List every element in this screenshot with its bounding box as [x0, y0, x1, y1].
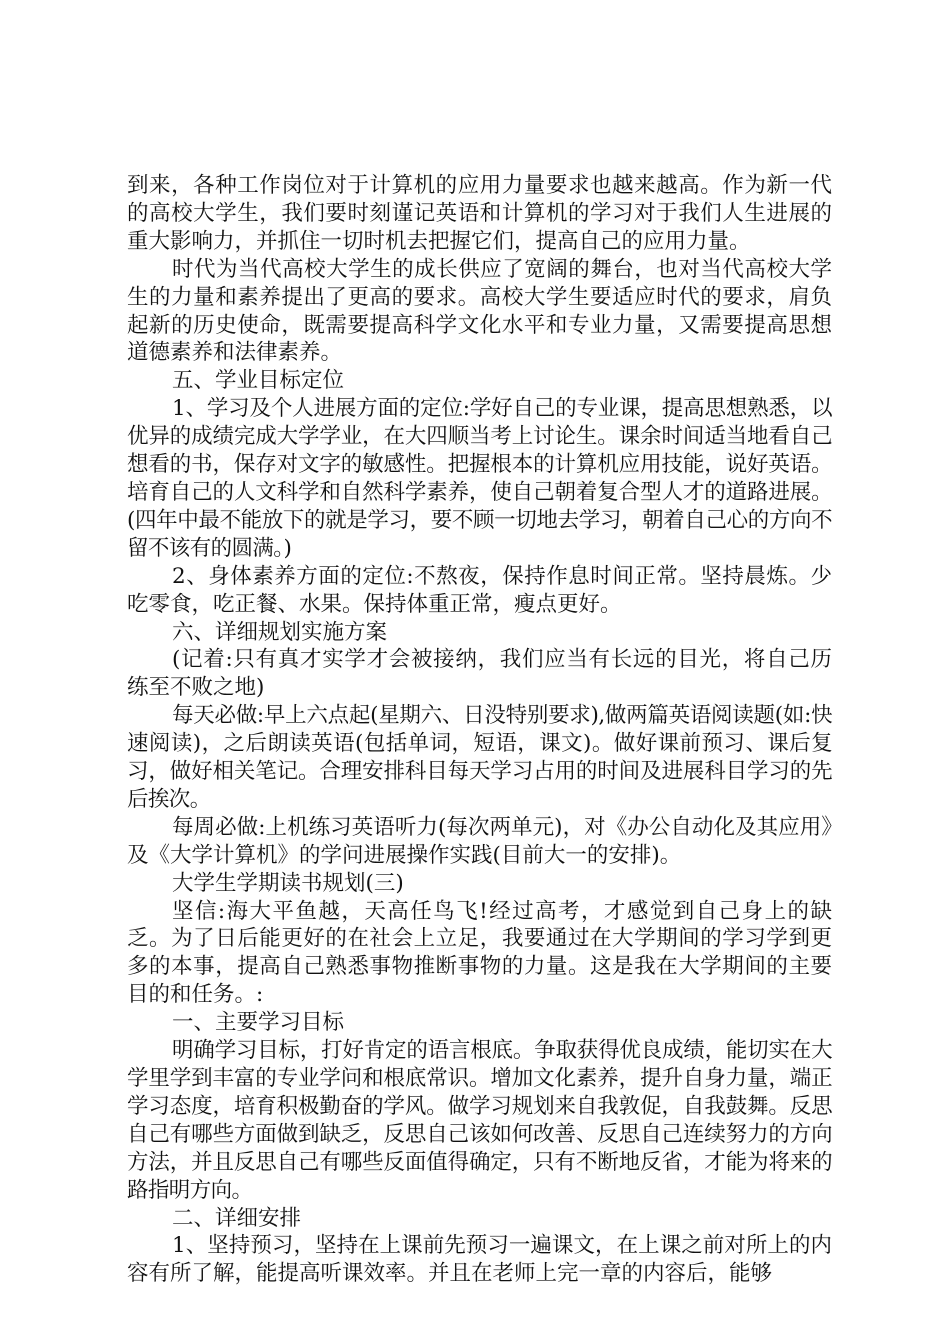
- paragraph-era: 时代为当代高校大学生的成长供应了宽阔的舞台，也对当代高校大学生的力量和素养提出了更高的要求。高校大学生要适应时代的要求，肩负起新的历史使命，既需要提高科学文化水平和专业力量，又需要提高思想道德素养和法律素养。: [127, 256, 832, 366]
- heading-detailed-arrangement: 二、详细安排: [172, 1205, 302, 1231]
- paragraph-clear-goals: 明确学习目标，打好肯定的语言根底。争取获得优良成绩，能切实在大学里学到丰富的专业学问和根底常识。增加文化素养，提升自身力量，端正学习态度，培育积极勤奋的学风。做学习规划来自我敦促，自我鼓舞。反思自己有哪些方面做到缺乏，反思自己该如何改善、反思自己连续努力的方向方法，并且反思自己有哪些反面值得确定，只有不断地反省，才能为将来的路指明方向。: [127, 1038, 832, 1203]
- heading-academic-goals: 五、学业目标定位: [172, 368, 345, 394]
- paragraph-health-goal: 2、身体素养方面的定位:不熬夜，保持作息时间正常。坚持晨炼。少吃零食，吃正餐、水果。保持体重正常，瘦点更好。: [127, 563, 832, 617]
- paragraph-preview: 1、坚持预习，坚持在上课前先预习一遍课文，在上课之前对所上的内容有所了解，能提高听课效率。并且在老师上完一章的内容后，能够: [127, 1233, 832, 1287]
- paragraph-belief: 坚信:海大平鱼越，天高任鸟飞!经过高考，才感觉到自己身上的缺乏。为了日后能更好的在社会上立足，我要通过在大学期间的学习学到更多的本事，提高自己熟悉事物推断事物的力量。这是我在大学期间的主要目的和任务。:: [127, 898, 832, 1008]
- paragraph-remember-note: (记着:只有真才实学才会被接纳，我们应当有长远的目光，将自己历练至不败之地): [127, 647, 832, 701]
- paragraph-intro-continuation: 到来，各种工作岗位对于计算机的应用力量要求也越来越高。作为新一代的高校大学生，我们要时刻谨记英语和计算机的学习对于我们人生进展的重大影响力，并抓住一切时机去把握它们，提高自己的应用力量。: [127, 173, 832, 254]
- heading-implementation-plan: 六、详细规划实施方案: [172, 619, 388, 645]
- document-body: [127, 172, 832, 1288]
- paragraph-weekly-tasks: 每周必做:上机练习英语听力(每次两单元)，对《办公自动化及其应用》及《大学计算机》的学问进展操作实践(目前大一的安排)。: [127, 814, 832, 868]
- paragraph-daily-tasks: 每天必做:早上六点起(星期六、日没特别要求),做两篇英语阅读题(如:快速阅读)，之后朗读英语(包括单词，短语，课文)。做好课前预习、课后复习，做好相关笔记。合理安排科目每天学习占用的时间及进展科目学习的先后挨次。: [127, 703, 832, 812]
- heading-reading-plan-three: 大学生学期读书规划(三): [172, 870, 404, 896]
- heading-main-learning-goals: 一、主要学习目标: [172, 1010, 345, 1036]
- paragraph-study-goal: 1、学习及个人进展方面的定位:学好自己的专业课，提高思想熟悉，以优异的成绩完成大学学业，在大四顺当考上讨论生。课余时间适当地看自己想看的书，保存对文字的敏感性。把握根本的计算机应用技能，说好英语。培育自己的人文科学和自然科学素养，使自己朝着复合型人才的道路进展。(四年中最不能放下的就是学习，要不顾一切地去学习，朝着自己心的方向不留不该有的圆满。): [127, 396, 832, 561]
